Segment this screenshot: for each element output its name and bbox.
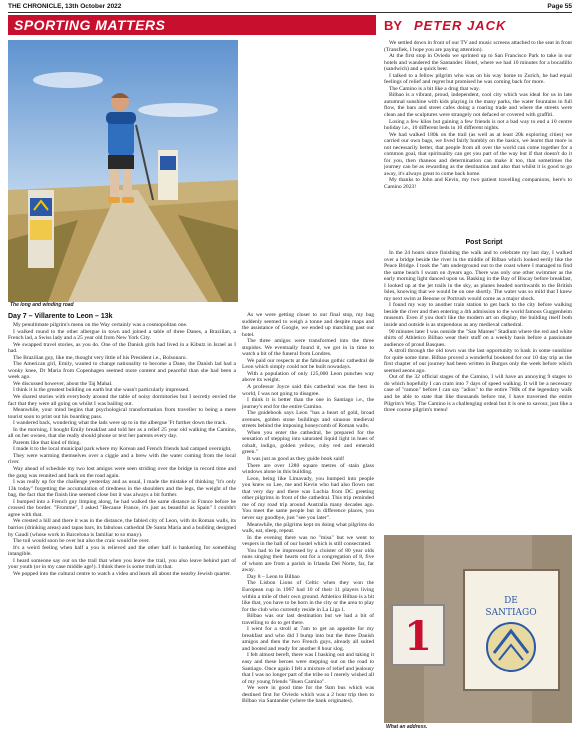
- paragraph: The guidebook says Leon "has a heart of gold, broad avenues, golden stone buildings and sinuous medieval streets behind the imposing honeycomb of Roman walls.: [242, 410, 374, 430]
- paragraph: A stroll through the old town was the last opportunity to bask in some sunshine for quite some time. Bilbao proved a wonderful bookend for our 10 day trip as the first chapter of our journey had been written in Burgos only the week before which seemed aeons ago.: [384, 348, 572, 374]
- photo-tile-caption: What an address.: [386, 724, 428, 730]
- paragraph: The Lisbon Lions of Celtic when they won the European cup in 1967 had 10 of their 11 players living within a mile of their own ground. Athletico Bilbao is a bit like that, you have to be born in the city or the area to play for the club who currently reside in La Liga 1.: [242, 580, 374, 613]
- paragraph: I bumped into a French guy limping along, he had walked the same distance in France before he crossed the border. "Fromme", I asked "Because France, it's just as beautiful as Spain" I couldn't agree with that.: [8, 498, 236, 518]
- paragraph: They were warming themselves over a ciggie and a brew with the water coming from the local river.: [8, 452, 236, 466]
- paragraph: We discussed however, about the Taj Mahal.: [13, 380, 113, 387]
- paragraph: I heard someone say out on the trail that when you leave the trail, you also leave behind part of your youth (or in my case middle age!). I think there is some truth in that.: [8, 557, 236, 571]
- paragraph: I talked to a fellow pilgrim who was on his way home to Zurich, he had equal feelings of relief and regret but promised he was coming back for more.: [384, 72, 572, 86]
- byline-author: PETER JACK: [414, 18, 507, 33]
- paragraph: Out of the 32 official stages of the Camino, I will have an annoying 9 stages to do which hopefully I can cram into 7 days of speed walking. It will be a necessary case of "ramon" before I can say "adios" to the entire 780k of the legendary walk and be able to state that like thousands before me, I have traversed the entire Pilgrim's Way. The Camino is a challenging ordeal but it is one to savour, just like a three course pilgrim's menu!: [384, 374, 572, 414]
- paragraph: We were in good time for the 9am bus which was destined first for Oviedo which was a 2 hour trip then to Bilbao via Santander (where the bank originates).: [242, 685, 374, 705]
- photo-walker: [8, 40, 238, 302]
- paragraph: Losing a few kilos but gaining a few friends is not a bad way to end a 10 centre holiday i.e., 10 different beds in 10 different nights.: [384, 118, 572, 132]
- paragraph: I was really up for the challenge yesterday and as usual, I made the mistake of thinking "it's only 13k today" forgetting the accumulation of tiredness in the shoulders and the legs, the weight of the bag, the fact that the finish line seemed close but it was always a bit further.: [8, 479, 236, 499]
- paragraph: We popped into the cultural centre to watch a video and learn all about the nearby Jewish quarter.: [13, 570, 231, 577]
- byline-by: BY: [384, 18, 403, 33]
- paragraph: Day 8 – Leon to Bilbao: [247, 573, 300, 580]
- page-number: Page 55: [547, 3, 572, 10]
- section-title: SPORTING MATTERS: [14, 17, 166, 33]
- paragraph: In the evening there was no "misa" but we went to vespers in the hall of our hostel which is still consecrated.: [242, 534, 374, 548]
- paragraph: With a population of only 125,000 Leon punches way above its weight.: [242, 370, 374, 384]
- paragraph: The three amigos were transformed into the three stupidos. We eventually found it, we got in in time to watch a bit of the funeral from Londres.: [242, 338, 374, 358]
- paragraph: I think it is better than the one in Santiago i.e., the journey's end for the entire Camino.: [242, 397, 374, 410]
- paragraph: We had walked 180k on the trail (as well as at least 20k exploring cities) we carried our own bags, we lived fairly humbly on the basics, we learnt that more is not necessarily better, that people from all over the world can come together for a common goal, that spirituality can get you part of the way but if that doesn't do it for you, then rhaneos and determination can make it too, that sometimes the journey can be as rewarding as the destination and also that whilst it is good to go away, it's always great to come back home.: [384, 131, 572, 177]
- paragraph: Leon, being like Limavady, you bumped into people you knew so Lee, me and Kevin who had also flown out that very day and there was Luchia from DC greeting other pilgrims in front of the cathedral. This trip reminded me of my road trip around Australia many decades ago. You meet the same people but in difference places, you never say goodbye, just "see you later".: [242, 475, 374, 521]
- paragraph: I think it is the greatest building on earth but she wasn't particularly impressed.: [13, 387, 190, 394]
- paragraph: We swapped travel stories, as you do. One of the Danish girls had lived in a Kibutz in Israel as I had.: [8, 341, 236, 355]
- article-column-1: [8, 322, 236, 730]
- paragraph: As we were getting closer to our final stop, my bag suddenly seemed to weigh a tonne and despite maps and the assistance of Google, we ended up marching past our hotel.: [242, 312, 374, 338]
- paragraph: It's a weird feeling when half a you is relieved and the other half is hankering for something intangible.: [8, 544, 236, 558]
- col1-heading: Day 7 – Villarente to Leon – 13k: [8, 313, 113, 320]
- postscript-column: [384, 250, 572, 532]
- paragraph: I found my way to another train station to get back to the city before walking beside the river and then entering a 4th admission to the world famous Guggenheim museum. Even if you don't like the modern art on display, the building itself both inside and outside is as stupendous as any medieval cathedral.: [384, 302, 572, 329]
- section-banner: [8, 15, 376, 35]
- paragraph: In the morning, I bought Emily breakfast and told her as a relief 25 year old walking the Camino, all on her owneo, that she really should phone or text her parents every day.: [8, 426, 236, 440]
- paragraph: The toil would soon be over but also the craic would be over.: [13, 538, 150, 545]
- paragraph: I wandered back, wondering what the lads were up to in the albergue 'Ft further down the track.: [13, 420, 227, 427]
- svg-text:SANTIAGO: SANTIAGO: [485, 608, 537, 618]
- paragraph: A professor Joyce said this cathedral was the best in world, I was not going to disagree.: [242, 384, 374, 397]
- paper-date: THE CHRONICLE, 13th October 2022: [8, 3, 122, 10]
- header-rule: [8, 12, 572, 13]
- tile-number: 1: [404, 613, 432, 660]
- photo-camino-tile: [384, 535, 572, 723]
- paragraph: The Brazilian guy, like me, thought very little of his President i.e., Bolsonaro.: [13, 354, 187, 361]
- article-column-2: [242, 312, 374, 730]
- photo-walker-caption: The long and winding road: [10, 302, 74, 308]
- paragraph: My thanks to John and Kevin, my two patient travelling companions, here's to Camino 2023!: [384, 177, 572, 191]
- article-column-3: [384, 40, 572, 236]
- paragraph: When you enter the cathedral, be prepared for the sensation of stepping into saturated liquid light in hues of cobalt, indigo, golden yellow, ruby red and emerald green.": [242, 429, 374, 456]
- paragraph: We crested a hill and there it was in the distance, the fabled city of Leon, with its Roman walls, its barrios (drinking areas) and tapas bars, its fabulous cathedral De Santa Maria and a building designed by Gaudi (whose work in Barcelona is familiar to so many).: [8, 518, 236, 538]
- paragraph: My penultimate pilgrim's menu on the Way certainly was a cosmopolitan one.: [13, 322, 188, 328]
- paragraph: We paid our respects at the fabulous gothic cathedral de Leon which simply could not be built nowadays.: [242, 357, 374, 371]
- paragraph: Way ahead of schedule my two lost amigos were seen striding over the bridge in record time and the gang was reunited and back on the road again.: [8, 466, 236, 479]
- byline: [382, 15, 572, 35]
- paragraph: We shared stories with everybody around the table of noisy dormitories but I secretly envied the fact that they were all going on whilst I was bailing out.: [8, 394, 236, 407]
- paragraph: It was just as good as they guide book said!: [247, 456, 345, 463]
- svg-text:DE: DE: [504, 596, 518, 606]
- paragraph: You had to be impressed by a cloister of 80 year olds nuns singing their hearts out for a congregation of 8, five of whom are from a parish in Irlanda Del Norte, far, far away.: [242, 547, 374, 574]
- paragraph: I felt almost bereft, there was I basking out and taking it easy and these heroes were stepping out on the road to Santiago. Once again I felt a mixture of relief and jealousy that I was no longer part of the tribe so I merely wished all of my young friends "Buen Camino".: [242, 652, 374, 685]
- paragraph: Bilbao is a vibrant, proud, independent, cool city which was ideal for us in late autumnal sunshine with kids playing in the many parks, the water fountains in full flow, the bars and street cafes doing a roaring trade and where the streets were clean and the sculptures were strangely not defaced or covered with graffiti.: [384, 92, 572, 119]
- paragraph: I went for a stroll at 7am to get an appetite for my breakfast and who did I bump into but the three Danish amigos and then the two French guys, already all suited and booted and ready for another 8 hour slog.: [242, 626, 374, 652]
- paragraph: We settled down in front of our TV and music screens attached to the seat in front (Transfiek, I hope you are paying attention).: [384, 40, 572, 53]
- paragraph: At the first stop in Oviedo we sprinted up to San Francisco Park to take in our hotels and wandered the Santander. Hotel, where we had 10 minutes for a bocadillo (sandwich) and a quick beer.: [384, 53, 572, 73]
- paragraph: Parents like that kind of thing.: [13, 439, 81, 446]
- walker-illustration: [8, 40, 238, 302]
- paragraph: Meanwhile, your mind begins that psychological transformation from traveller to being a mere tourist soon to print out his boarding pass.: [8, 407, 236, 420]
- paragraph: The Camino is a bit like a drug that way.: [389, 85, 480, 92]
- paragraph: Bilbao was our last destination but we had a bit of travelling to do to get there.: [242, 613, 374, 626]
- paragraph: 90 minutes later I was outside the "San Mames" Stadium where the red and white shirts of Athletico Bilbao wear their stuff on a weekly basis before a passionate audience of proud Basques.: [384, 328, 572, 348]
- paragraph: I made it to the local municipal park where my Korean and French friends had camped overnight.: [13, 446, 232, 453]
- paragraph: There are over 1280 square metres of stain glass windows alone in this building.: [242, 462, 374, 476]
- paragraph: I walked round to the other albergue in town and joined a table of three Danes, a Brazilian, a French lad, a Swiss lady and a 25 year old from New York City.: [8, 328, 236, 342]
- paragraph: The American girl, Emily, wanted to change nationality to become a Dane, the Danish lad had a wonky knee, Dr Maria from Copenhagen seemed more content and peaceful than she had been a week ago.: [8, 361, 236, 381]
- tile-illustration: [384, 535, 572, 723]
- postscript-heading: Post Script: [465, 239, 503, 246]
- paragraph: Meanwhile, the pilgrims kept on doing what pilgrims do walk, eat, sleep, repeat.: [242, 521, 374, 535]
- paragraph: In the 24 hours since finishing the walk and to celebrate my last day, I walked over a bridge beside the river in the middle of Bilbao which looked eerily like the Peace Bridge. I took the "am underground out to the coast where I managed to find the same beach I swam on 4years ago. There was only one other swimmer as the early morning light danced upon us. Basking in the Bay of Biscay before breakfast, I looked up at the jet trails in the sky, as planes headed northwards to the British Isles, knowing that we would be on one shortly. The water was so mild that I knew my next swim at Benone or Portrush would come as a major shock.: [384, 250, 572, 302]
